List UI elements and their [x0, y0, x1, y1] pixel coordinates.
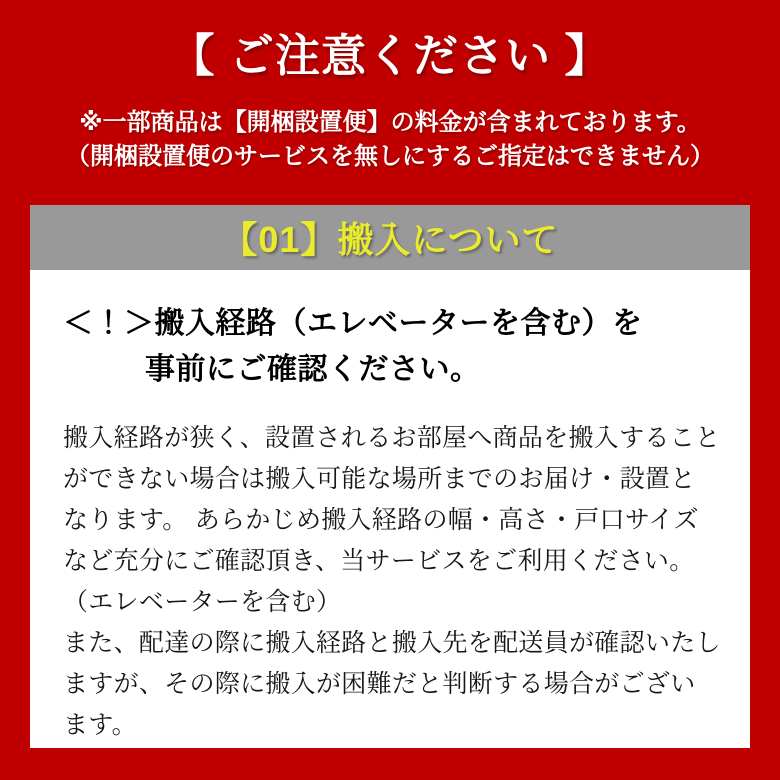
- body-line-8: ます。: [63, 711, 137, 739]
- body-line-3: なります。 あらかじめ搬入経路の幅・高さ・戸口サイズ: [63, 506, 699, 534]
- content-heading-line2: 事前にご確認ください。: [145, 353, 481, 386]
- notice-title: 【 ご注意ください 】: [169, 30, 611, 81]
- content-body: [63, 418, 720, 746]
- body-line-2: ができない場合は搬入可能な場所までのお届け・設置と: [63, 465, 696, 493]
- body-line-6: また、配達の際に搬入経路と搬入先を配送員が確認いたし: [63, 629, 721, 657]
- body-line-5: （エレベーターを含む）: [63, 588, 342, 616]
- content-panel: [30, 270, 750, 748]
- body-line-7: ますが、その際に搬入が困難だと判断する場合がござい: [63, 670, 696, 698]
- body-line-4: など充分にご確認頂き、当サービスをご利用ください。: [63, 547, 695, 575]
- notice-header: [30, 0, 750, 174]
- notice-note-line2: （開梱設置便のサービスを無しにするご指定はできません）: [66, 143, 714, 170]
- content-heading: [63, 301, 720, 393]
- section-banner-label: 【01】搬入について: [221, 219, 559, 260]
- notice-note-line1: ※一部商品は【開梱設置便】の料金が含まれております。: [79, 109, 701, 136]
- body-line-1: 搬入経路が狭く、設置されるお部屋へ商品を搬入すること: [63, 424, 721, 452]
- section-banner: [30, 205, 750, 270]
- content-heading-line1: ＜！＞搬入経路（エレベーターを含む）を: [63, 307, 643, 340]
